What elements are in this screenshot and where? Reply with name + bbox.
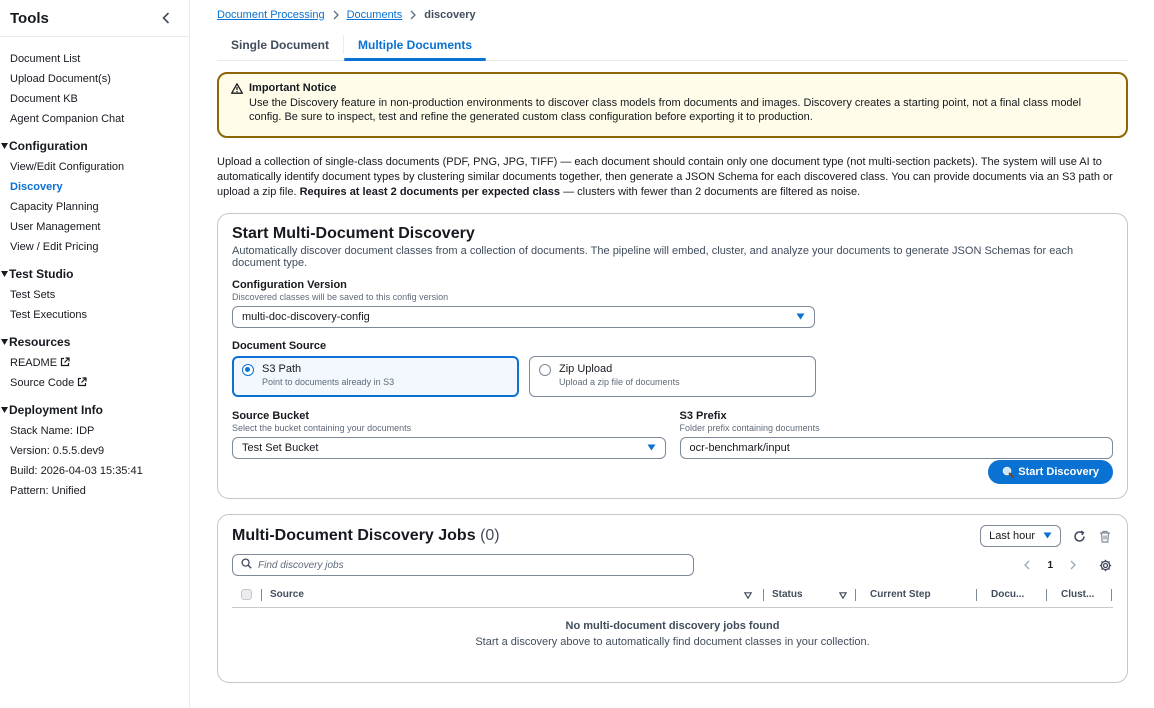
chevron-right-icon	[333, 10, 339, 20]
source-code-label: Source Code	[10, 377, 75, 389]
document-source-label: Document Source	[232, 340, 327, 352]
jobs-search-input[interactable]	[232, 554, 694, 576]
start-card-title: Start Multi-Document Discovery	[232, 225, 475, 242]
external-link-icon	[60, 354, 70, 374]
sidebar-item-upload-documents[interactable]: Upload Document(s)	[10, 73, 111, 85]
column-clusters-label: Clust...	[1061, 589, 1095, 600]
magnifier-icon	[1002, 466, 1014, 478]
page-description	[217, 155, 1128, 200]
section-title: Resources	[9, 335, 71, 349]
document-source-tiles	[232, 356, 1113, 397]
section-title: Deployment Info	[9, 403, 104, 417]
important-notice	[217, 72, 1128, 138]
warning-icon	[231, 82, 249, 128]
config-version-value: multi-doc-discovery-config	[242, 311, 370, 323]
main-content	[217, 0, 1128, 683]
jobs-table-header	[232, 582, 1113, 608]
s3-path-tile[interactable]	[232, 356, 519, 397]
sidebar-item-user-management[interactable]: User Management	[10, 221, 101, 233]
breadcrumb-documents[interactable]: Documents	[346, 8, 403, 21]
empty-state-title: No multi-document discovery jobs found	[565, 620, 780, 632]
sort-caret-icon	[744, 591, 752, 602]
s3-path-radio[interactable]	[242, 364, 254, 376]
s3-prefix-input[interactable]	[680, 437, 1114, 459]
stack-name: Stack Name: IDP	[10, 425, 95, 437]
readme-label: README	[10, 357, 58, 369]
source-bucket-value: Test Set Bucket	[242, 442, 319, 454]
pattern: Pattern: Unified	[10, 485, 86, 497]
sidebar-title: Tools	[10, 9, 49, 27]
jobs-count: (0)	[480, 527, 500, 544]
sidebar-item-view-edit-configuration[interactable]: View/Edit Configuration	[10, 161, 125, 173]
sidebar-nav	[0, 37, 189, 501]
section-configuration[interactable]	[0, 135, 189, 157]
sidebar-item-document-list[interactable]: Document List	[10, 53, 81, 65]
sidebar	[0, 0, 190, 708]
config-version-description: Discovered classes will be saved to this config version	[232, 292, 449, 302]
sidebar-item-test-executions[interactable]: Test Executions	[10, 309, 88, 321]
search-icon	[241, 558, 252, 572]
sidebar-item-test-sets[interactable]: Test Sets	[10, 289, 56, 301]
description-tail: — clusters with fewer than 2 documents are filtered as noise.	[560, 186, 861, 198]
pagination	[1019, 557, 1113, 573]
delete-icon[interactable]	[1097, 528, 1113, 544]
s3-path-sub: Point to documents already in S3	[262, 377, 395, 387]
column-status[interactable]	[764, 582, 856, 607]
section-resources[interactable]	[0, 331, 189, 353]
config-version-label: Configuration Version	[232, 279, 347, 291]
caret-down-icon	[0, 271, 9, 277]
time-range-select[interactable]	[980, 525, 1061, 547]
sidebar-item-discovery[interactable]: Discovery	[10, 181, 63, 193]
column-clusters[interactable]	[1047, 582, 1112, 607]
column-source[interactable]	[262, 582, 764, 607]
tab-multiple-documents[interactable]: Multiple Documents	[344, 29, 486, 60]
select-all-cell	[232, 582, 262, 607]
column-current-step-label: Current Step	[870, 589, 931, 600]
time-range-value: Last hour	[989, 530, 1035, 542]
collapse-sidebar-icon[interactable]	[159, 11, 173, 25]
notice-body: Use the Discovery feature in non-production environments to discover class models from documents and images. Discovery creates a starting point, not a final class model config. Be sure to inspect, test and refine the generated custom class configuration before exporting it to production.	[249, 97, 1082, 123]
notice-title: Important Notice	[249, 82, 337, 94]
sidebar-item-view-edit-pricing[interactable]: View / Edit Pricing	[10, 241, 99, 253]
breadcrumb-current: discovery	[424, 8, 476, 21]
zip-upload-title: Zip Upload	[559, 363, 613, 375]
caret-down-icon	[0, 339, 9, 345]
sidebar-item-agent-companion-chat[interactable]: Agent Companion Chat	[10, 113, 125, 125]
zip-upload-tile[interactable]	[529, 356, 816, 397]
column-documents-label: Docu...	[991, 589, 1025, 600]
external-link-icon	[77, 374, 87, 394]
caret-down-icon	[647, 442, 656, 454]
s3-prefix-value: ocr-benchmark/input	[689, 442, 790, 454]
start-discovery-card	[217, 213, 1128, 499]
search-placeholder: Find discovery jobs	[258, 559, 344, 571]
column-documents[interactable]	[977, 582, 1047, 607]
start-card-subtitle: Automatically discover document classes from a collection of documents. The pipeline will embed, cluster, and analyze your documents to generate JSON Schemas for each document type.	[232, 245, 1074, 269]
sort-caret-icon	[839, 591, 847, 602]
start-discovery-label: Start Discovery	[1018, 466, 1099, 478]
s3-prefix-label: S3 Prefix	[679, 410, 727, 422]
chevron-right-icon[interactable]	[1065, 557, 1081, 573]
empty-state-subtitle: Start a discovery above to automatically find document classes in your collection.	[475, 636, 870, 648]
sidebar-header	[0, 0, 189, 37]
version: Version: 0.5.5.dev9	[10, 445, 105, 457]
page-number[interactable]: 1	[1047, 559, 1053, 571]
chevron-left-icon[interactable]	[1019, 557, 1035, 573]
start-discovery-button[interactable]	[988, 460, 1113, 484]
discovery-jobs-card	[217, 514, 1128, 683]
caret-down-icon	[796, 311, 805, 323]
sidebar-item-readme[interactable]	[0, 353, 189, 373]
sidebar-item-source-code[interactable]	[0, 373, 189, 393]
source-bucket-label: Source Bucket	[232, 410, 310, 422]
description-text: Upload a collection of single-class documents (PDF, PNG, JPG, TIFF) — each document should contain only one document type (not multi-section packets). The system will use AI to automatically identify document types by clustering similar documents together, then generate a JSON Schema for each discovered class. You can provide documents via an S3 path or upload a zip file.	[217, 156, 1113, 198]
sidebar-item-capacity-planning[interactable]: Capacity Planning	[10, 201, 99, 213]
s3-path-title: S3 Path	[262, 363, 302, 375]
jobs-title-text: Multi-Document Discovery Jobs	[232, 527, 476, 544]
zip-upload-sub: Upload a zip file of documents	[559, 377, 680, 387]
section-test-studio[interactable]	[0, 263, 189, 285]
tabs	[217, 29, 1128, 61]
section-title: Test Studio	[9, 267, 74, 281]
source-bucket-description: Select the bucket containing your documents	[232, 423, 412, 433]
empty-state	[232, 620, 1113, 648]
caret-down-icon	[0, 143, 9, 149]
section-title: Configuration	[9, 139, 88, 153]
breadcrumb-document-processing[interactable]: Document Processing	[217, 8, 325, 21]
caret-down-icon	[1043, 530, 1052, 542]
sidebar-item-document-kb[interactable]: Document KB	[10, 93, 78, 105]
column-current-step[interactable]	[856, 582, 977, 607]
select-all-checkbox[interactable]	[241, 589, 252, 600]
s3-prefix-description: Folder prefix containing documents	[679, 423, 820, 433]
refresh-icon[interactable]	[1071, 528, 1087, 544]
config-version-select[interactable]	[232, 306, 815, 328]
breadcrumb	[217, 0, 1128, 29]
caret-down-icon	[0, 407, 9, 413]
settings-gear-icon[interactable]	[1097, 557, 1113, 573]
chevron-right-icon	[410, 10, 416, 20]
jobs-card-title	[232, 526, 500, 546]
column-status-label: Status	[772, 589, 803, 600]
build: Build: 2026-04-03 15:35:41	[10, 465, 143, 477]
zip-upload-radio[interactable]	[539, 364, 551, 376]
section-deployment-info[interactable]	[0, 399, 189, 421]
tab-single-document[interactable]: Single Document	[231, 37, 330, 52]
description-bold: Requires at least 2 documents per expected class	[299, 186, 561, 198]
source-bucket-select[interactable]	[232, 437, 666, 459]
column-source-label: Source	[270, 589, 304, 600]
